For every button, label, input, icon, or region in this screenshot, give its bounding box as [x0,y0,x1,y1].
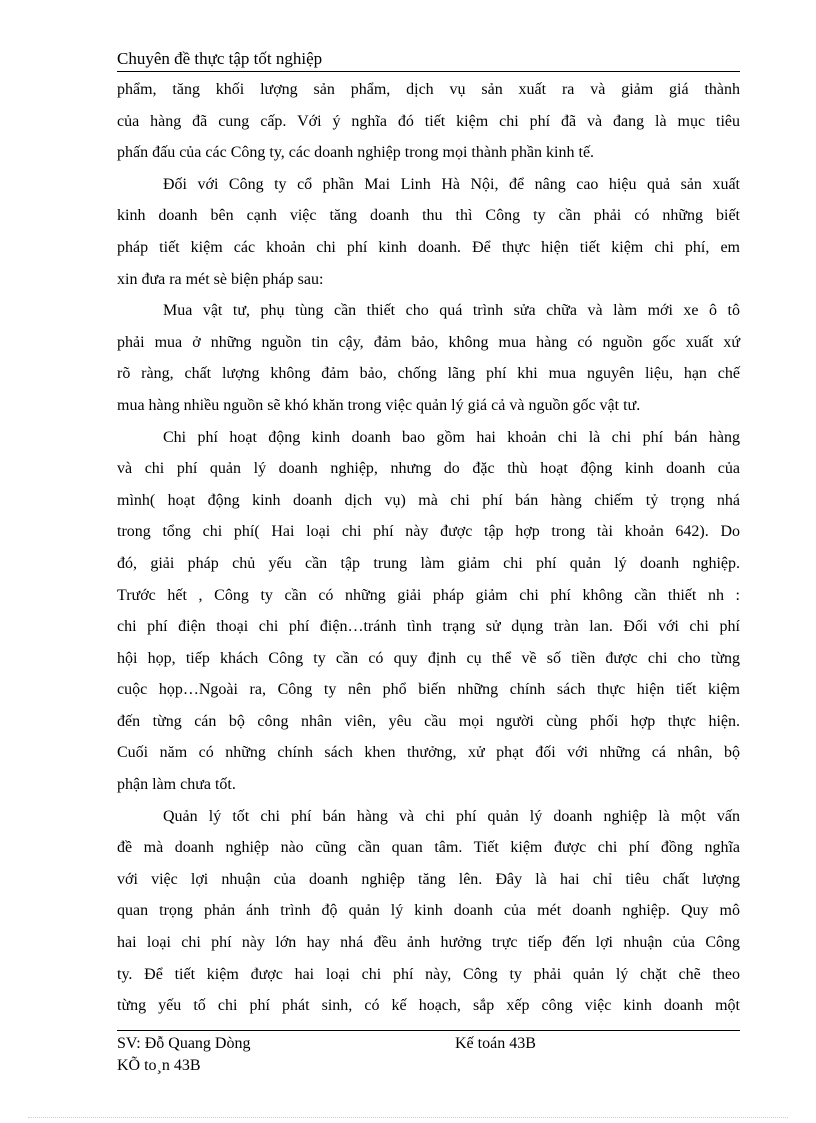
text-line: Trước hết , Công ty cần có những giải pháp giảm chi phí không cần thiết nh : [117,586,740,604]
text-line: mua hàng nhiều nguồn sẽ khó khăn trong việc quản lý giá cả và nguồn gốc vật tư. [117,396,641,414]
text-line: quan trọng phản ánh trình độ quản lý kinh doanh của mét doanh nghiệp. Quy mô [117,902,740,920]
text-line: pháp tiết kiệm các khoản chi phí kinh doanh. Để thực hiện tiết kiệm chi phí, em [117,238,740,256]
text-line: từng yếu tố chi phí phát sinh, có kế hoạch, sắp xếp công việc kinh doanh một [117,997,740,1015]
paragraph-cost-management [117,801,740,1022]
paragraph-continuation [117,74,740,169]
document-body [117,74,740,1022]
text-line: cuộc họp…Ngoài ra, Công ty nên phổ biến những chính sách thực hiện tiết kiệm [117,681,740,699]
text-line: Quản lý tốt chi phí bán hàng và chi phí quản lý doanh nghiệp là một vấn [163,807,740,825]
text-line: chi phí điện thoại chi phí điện…tránh tình trạng sử dụng tràn lan. Đối với chi phí [117,618,740,636]
text-line: đó, giải pháp chủ yếu cần tập trung làm giảm chi phí quản lý doanh nghiệp. [117,554,740,572]
text-line: kinh doanh bên cạnh việc tăng doanh thu thì Công ty cần phải có những biết [117,207,740,225]
text-line: trong tổng chi phí( Hai loại chi phí này được tập hợp trong tài khoản 642). Do [117,523,740,541]
page-edge-divider [28,1117,788,1118]
text-line: đến từng cán bộ công nhân viên, yêu cầu mọi người cùng phối hợp thực hiện. [117,712,740,730]
text-line: Cuối năm có những chính sách khen thưởng, xử phạt đối với những cá nhân, bộ [117,744,740,762]
text-line: phải mua ở những nguồn tin cậy, đảm bảo, không mua hàng có nguồn gốc xuất xứ [117,333,740,351]
header-title: Chuyên đề thực tập tốt nghiệp [117,49,323,68]
text-line: với việc lợi nhuận của doanh nghiệp tăng lên. Đây là hai chỉ tiêu chất lượng [117,870,740,888]
header-divider [117,71,740,72]
text-line: Đối với Công ty cổ phần Mai Linh Hà Nội, để nâng cao hiệu quả sản xuất [163,175,740,193]
paragraph-operating-costs [117,422,740,801]
text-line: Mua vật tư, phụ tùng cần thiết cho quá trình sửa chữa và làm mới xe ô tô [163,302,740,320]
text-line: hai loại chi phí này lớn hay nhá đều ảnh hưởng trực tiếp đến lợi nhuận của Công [117,934,740,952]
text-line: rõ ràng, chất lượng không đảm bảo, chống lãng phí khi mua nguyên liệu, hạn chế [117,365,740,383]
paragraph-mai-linh [117,169,740,295]
text-line: đề mà doanh nghiệp nào cũng cần quan tâm. Tiết kiệm được chi phí đồng nghĩa [117,839,740,857]
text-line: Chi phí hoạt động kinh doanh bao gồm hai khoản chi là chi phí bán hàng [163,428,740,446]
text-line: hội họp, tiếp khách Công ty cần có quy định cụ thể về số tiền được chi cho từng [117,649,740,667]
page-header [117,48,740,70]
text-line: ty. Để tiết kiệm được hai loại chi phí này, Công ty phải quản lý chặt chẽ theo [117,965,740,983]
class-name: Kế toán 43B [455,1035,536,1052]
footer-divider [117,1030,740,1031]
text-line: và chi phí quản lý doanh nghiệp, nhưng do đặc thù hoạt động kinh doanh của [117,460,740,478]
text-line: phấn đấu của các Công ty, các doanh nghiệp trong mọi thành phần kinh tế. [117,144,595,162]
text-line: của hàng đã cung cấp. Với ý nghĩa đó tiết kiệm chi phí đã và đang là mục tiêu [117,112,740,130]
student-name: SV: Đỗ Quang Dòng [117,1035,251,1052]
text-line: xin đưa ra mét sè biện pháp sau: [117,270,324,288]
paragraph-purchasing [117,295,740,421]
text-line: mình( hoạt động kinh doanh dịch vụ) mà chi phí bán hàng chiếm tỷ trọng nhá [117,491,740,509]
text-line: phẩm, tăng khối lượng sản phẩm, dịch vụ sản xuất ra và giảm giá thành [117,81,740,98]
class-name-legacy: KÕ to¸n 43B [117,1057,201,1074]
text-line: phận làm chưa tốt. [117,776,236,794]
